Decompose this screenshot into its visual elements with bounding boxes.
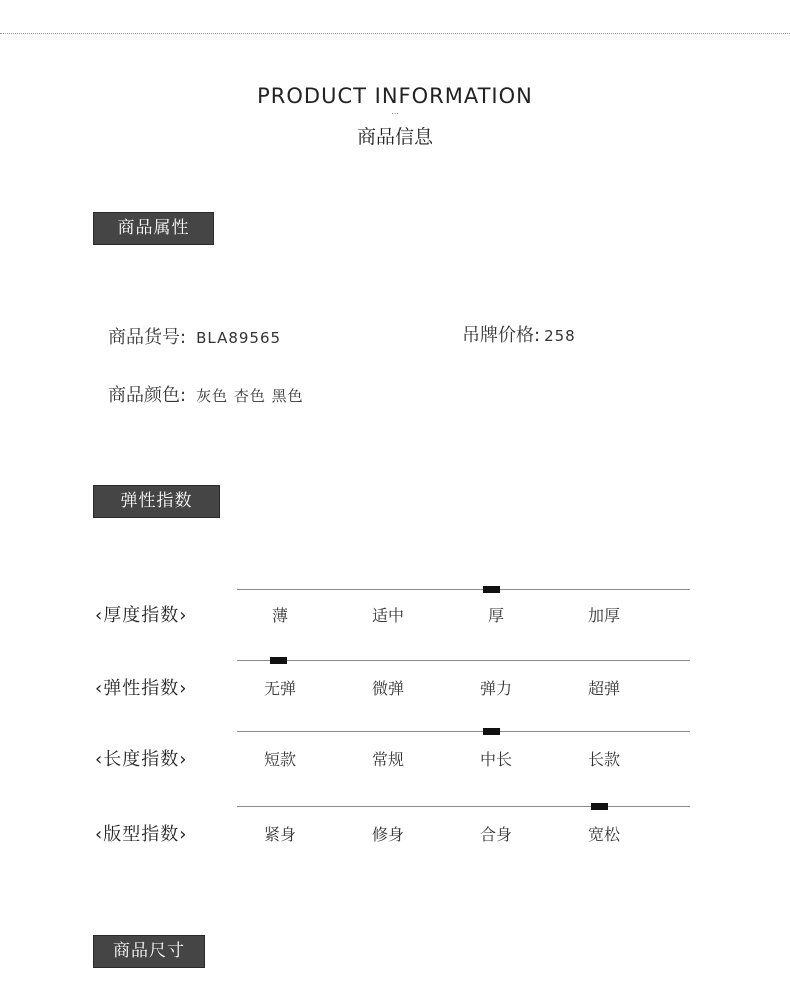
section-tag-attributes: 商品属性 [93, 212, 214, 245]
index-marker [483, 728, 500, 735]
index-option: 中长 [479, 750, 512, 769]
index-option: 紧身 [263, 825, 296, 844]
index-scale-line [237, 731, 690, 732]
sku-value: BLA89565 [196, 329, 282, 347]
price-row [462, 321, 576, 347]
index-option: 适中 [371, 606, 404, 625]
index-option: 修身 [371, 825, 404, 844]
index-label: ‹长度指数› [95, 749, 188, 770]
section-tag-elasticity: 弹性指数 [93, 485, 220, 518]
index-option: 弹力 [479, 679, 512, 698]
index-marker [270, 657, 287, 664]
index-label: ‹弹性指数› [95, 678, 188, 699]
index-option: 加厚 [587, 606, 620, 625]
index-scale-line [237, 589, 690, 590]
page-title-cn: 商品信息 [356, 126, 433, 148]
index-option: 常规 [371, 750, 404, 769]
index-option: 合身 [479, 825, 512, 844]
sku-row [108, 323, 281, 349]
index-marker [591, 803, 608, 810]
index-scale-line [237, 660, 690, 661]
page-title-en: PRODUCT INFORMATION [257, 84, 533, 108]
color-row [108, 381, 304, 407]
index-label: ‹版型指数› [95, 824, 188, 845]
index-option: 短款 [263, 750, 296, 769]
index-marker [483, 586, 500, 593]
color-label: 商品颜色: [108, 385, 187, 406]
color-value: 灰色 杏色 黑色 [196, 387, 304, 405]
index-option: 微弹 [371, 679, 404, 698]
index-option: 厚 [487, 606, 504, 625]
index-option: 薄 [271, 606, 288, 625]
title-dots: ... [391, 107, 399, 116]
index-label: ‹厚度指数› [95, 605, 188, 626]
section-tag-size: 商品尺寸 [93, 935, 205, 968]
price-value: 258 [544, 327, 576, 345]
top-dotted-divider [0, 33, 790, 34]
price-label: 吊牌价格: [462, 325, 541, 346]
index-option: 无弹 [263, 679, 296, 698]
index-option: 宽松 [587, 825, 620, 844]
index-option: 超弹 [587, 679, 620, 698]
sku-label: 商品货号: [108, 327, 187, 348]
index-scale-line [237, 806, 690, 807]
index-option: 长款 [587, 750, 620, 769]
